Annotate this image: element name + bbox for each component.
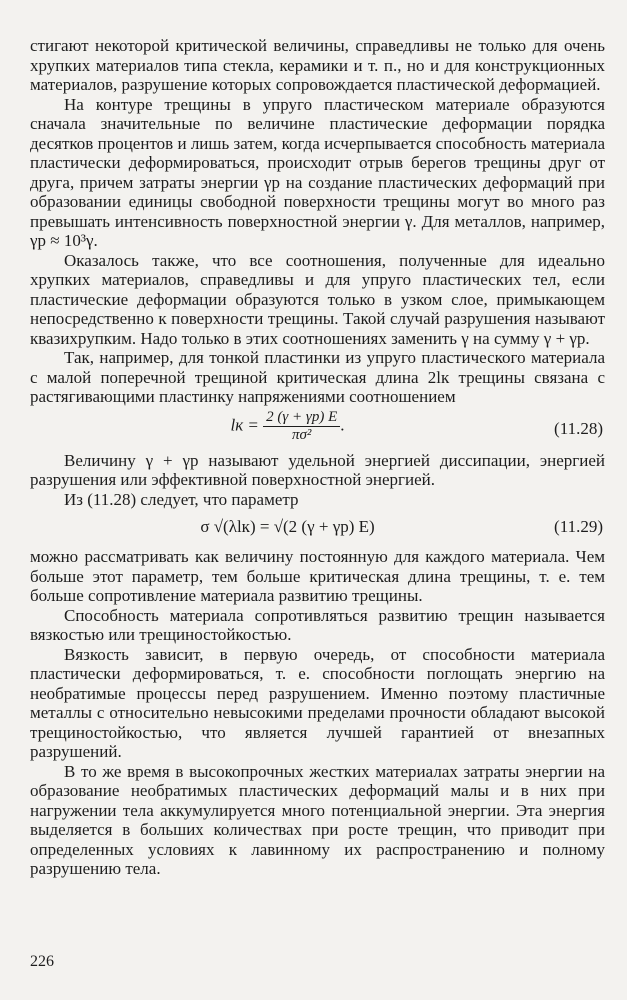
equation-11-28-lhs: lк = [230, 414, 259, 434]
equation-11-28-number: (11.28) [554, 418, 603, 438]
paragraph-2: На контуре трещины в упруго пластическом материале образуются сначала значительные по величине пластические деформации порядка десятков процентов и лишь затем, когда исчерпывается способность материала пластически деформироваться, происходит отрыв берегов трещины друг от друга, причем затраты энергии γр на создание пластических деформаций при образовании единицы свободной поверхности трещины могут во много раз превышать интенсивность поверхностной энергии γ. Для металлов, например, γр ≈ 10³γ. [30, 94, 605, 250]
equation-11-29-formula: σ √(λlк) = √(2 (γ + γр) E) [200, 517, 375, 536]
equation-11-29-number: (11.29) [554, 517, 603, 536]
paragraph-10: В то же время в высокопрочных жестких материалах затраты энергии на образование необратимых пластических деформаций малы и в них при нагружении тела аккумулируется много потенциальной энергии. Эта энергия выделяется в больших количествах при росте трещин, что приводит при определенных условиях к лавинному их распространению и полному разрушению тела. [30, 761, 605, 878]
paragraph-5: Величину γ + γр называют удельной энергией диссипации, энергией разрушения или эффективной поверхностной энергией. [30, 450, 605, 489]
equation-11-29 [30, 511, 605, 545]
paragraph-1: стигают некоторой критической величины, справедливы не только для очень хрупких материалов типа стекла, керамики и т. п., но и для конструкционных материалов, разрушение которых сопровождается пластической деформацией. [30, 36, 605, 94]
paragraph-3: Оказалось также, что все соотношения, полученные для идеально хрупких материалов, справедливы и для упруго пластических тел, если пластические деформации образуются только в узком слое, примыкающем непосредственно к поверхности трещины. Такой случай разрушения называют квазихрупким. Надо только в этих соотношениях заменить γ на сумму γ + γр. [30, 250, 605, 348]
paragraph-9: Вязкость зависит, в первую очередь, от способности материала пластически деформироваться, т. е. способности поглощать энергию на необратимые процессы перед разрушением. Именно поэтому пластичные металлы с относительно невысокими пределами прочности обладают высокой трещиностойкостью, что является лучшей гарантией от внезапных разрушений. [30, 644, 605, 761]
paragraph-4: Так, например, для тонкой пластинки из упруго пластического материала с малой поперечной трещиной критическая длина 2lк трещины связана с растягивающими пластинку напряжениями соотношением [30, 348, 605, 406]
paragraph-8: Способность материала сопротивляться развитию трещин называется вязкостью или трещиностойкостью. [30, 605, 605, 644]
page-number: 226 [30, 953, 54, 970]
paragraph-7: можно рассматривать как величину постоянную для каждого материала. Чем больше этот параметр, тем больше критическая длина трещины, т. е. тем больше сопротивление материала развитию трещины. [30, 547, 605, 605]
equation-11-28-formula [30, 409, 545, 444]
equation-11-28 [30, 409, 605, 449]
equation-11-28-fraction [263, 409, 340, 444]
page-body [30, 36, 605, 879]
equation-11-28-denominator: πσ² [291, 426, 312, 443]
paragraph-6: Из (11.28) следует, что параметр [64, 489, 299, 509]
equation-11-28-tail: . [340, 414, 345, 434]
equation-11-28-numerator: 2 (γ + γр) E [263, 409, 340, 427]
